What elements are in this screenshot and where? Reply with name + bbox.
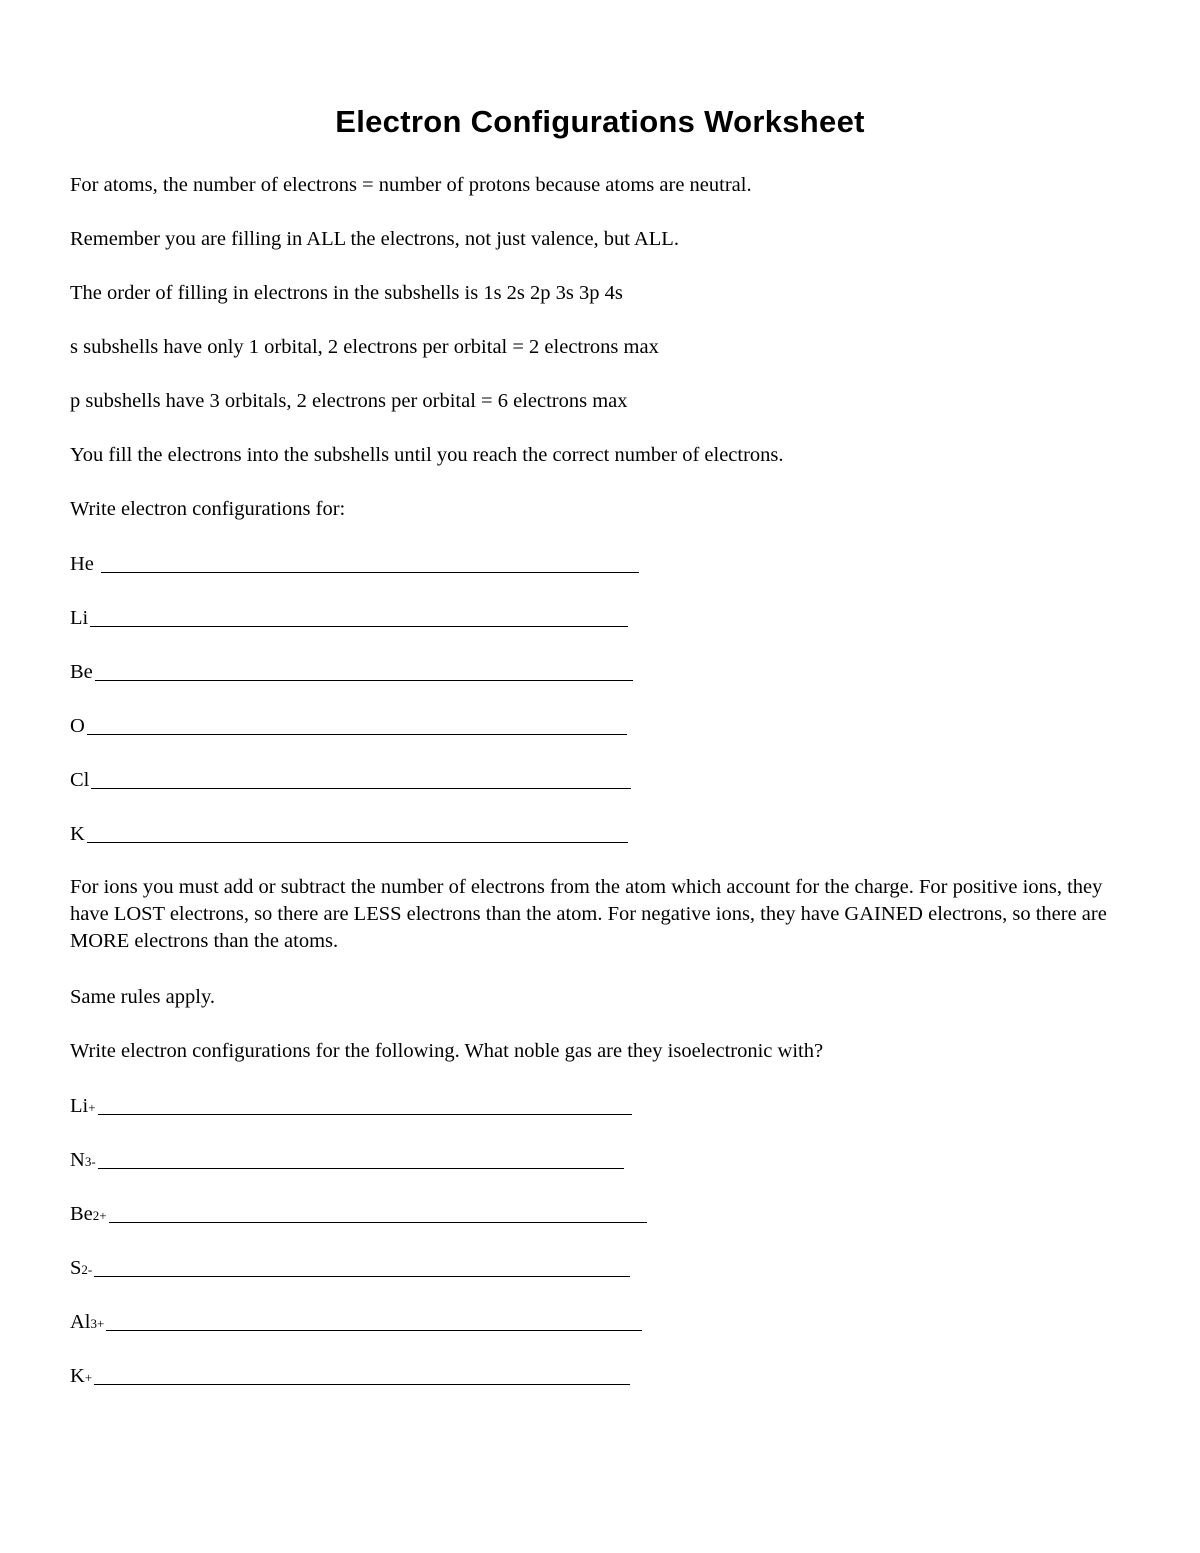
- intro-line-filling-order: The order of filling in electrons in the subshells is 1s 2s 2p 3s 3p 4s: [70, 282, 623, 304]
- intro-line-p-subshells: p subshells have 3 orbitals, 2 electrons per orbital = 6 electrons max: [70, 390, 628, 412]
- answer-blank[interactable]: [106, 1312, 642, 1331]
- element-symbol: Al: [70, 1311, 91, 1333]
- answer-row-cl: [70, 767, 631, 792]
- answer-row-s-ion: S 2-: [70, 1255, 630, 1280]
- element-symbol: N: [70, 1149, 85, 1171]
- answer-blank[interactable]: [91, 770, 631, 789]
- element-symbol: K: [70, 823, 85, 845]
- element-symbol: Li: [70, 1095, 89, 1117]
- answer-row-al-ion: Al 3+: [70, 1309, 642, 1334]
- element-symbol: S: [70, 1257, 82, 1279]
- intro-line-fill-all: Remember you are filling in ALL the electrons, not just valence, but ALL.: [70, 228, 679, 250]
- answer-blank[interactable]: [98, 1096, 632, 1115]
- answer-row-li-ion: Li +: [70, 1093, 632, 1118]
- answer-row-li: [70, 605, 628, 630]
- element-symbol: Be: [70, 661, 93, 683]
- ions-section-prompt: Write electron configurations for the following. What noble gas are they isoelectronic with?: [70, 1040, 824, 1062]
- intro-line-fill-until: You fill the electrons into the subshells until you reach the correct number of electrons.: [70, 444, 784, 466]
- answer-blank[interactable]: [109, 1204, 647, 1223]
- answer-blank[interactable]: [94, 1258, 630, 1277]
- intro-line-atoms-neutral: For atoms, the number of electrons = number of protons because atoms are neutral.: [70, 174, 752, 196]
- answer-blank[interactable]: [101, 554, 639, 573]
- answer-row-k-ion: K +: [70, 1363, 630, 1388]
- answer-blank[interactable]: [94, 1366, 630, 1385]
- element-symbol: He: [70, 553, 100, 575]
- intro-line-s-subshells: s subshells have only 1 orbital, 2 electrons per orbital = 2 electrons max: [70, 336, 659, 358]
- answer-row-o: [70, 713, 627, 738]
- element-symbol: Li: [70, 607, 89, 629]
- answer-row-n-ion: N 3-: [70, 1147, 624, 1172]
- answer-blank[interactable]: [90, 608, 628, 627]
- element-symbol: Be: [70, 1203, 93, 1225]
- answer-row-k: [70, 821, 628, 846]
- atoms-section-prompt: Write electron configurations for:: [70, 498, 346, 520]
- element-symbol: O: [70, 715, 85, 737]
- worksheet-title: Electron Configurations Worksheet: [335, 104, 865, 139]
- answer-blank[interactable]: [87, 716, 627, 735]
- answer-blank[interactable]: [87, 824, 628, 843]
- ions-instructions-paragraph: For ions you must add or subtract the number of electrons from the atom which account for the charge. For positive ions, they have LOST electrons, so there are LESS electrons than the atom. For negative ions, they have GAINED electrons, so there are MORE electrons than the atoms.: [70, 876, 1107, 952]
- answer-row-be: [70, 659, 633, 684]
- answer-blank[interactable]: [95, 662, 633, 681]
- answer-row-he: [70, 551, 639, 576]
- element-symbol: K: [70, 1365, 85, 1387]
- same-rules-note: Same rules apply.: [70, 986, 215, 1008]
- answer-row-be-ion: Be 2+: [70, 1201, 647, 1226]
- element-symbol: Cl: [70, 769, 90, 791]
- answer-blank[interactable]: [98, 1150, 624, 1169]
